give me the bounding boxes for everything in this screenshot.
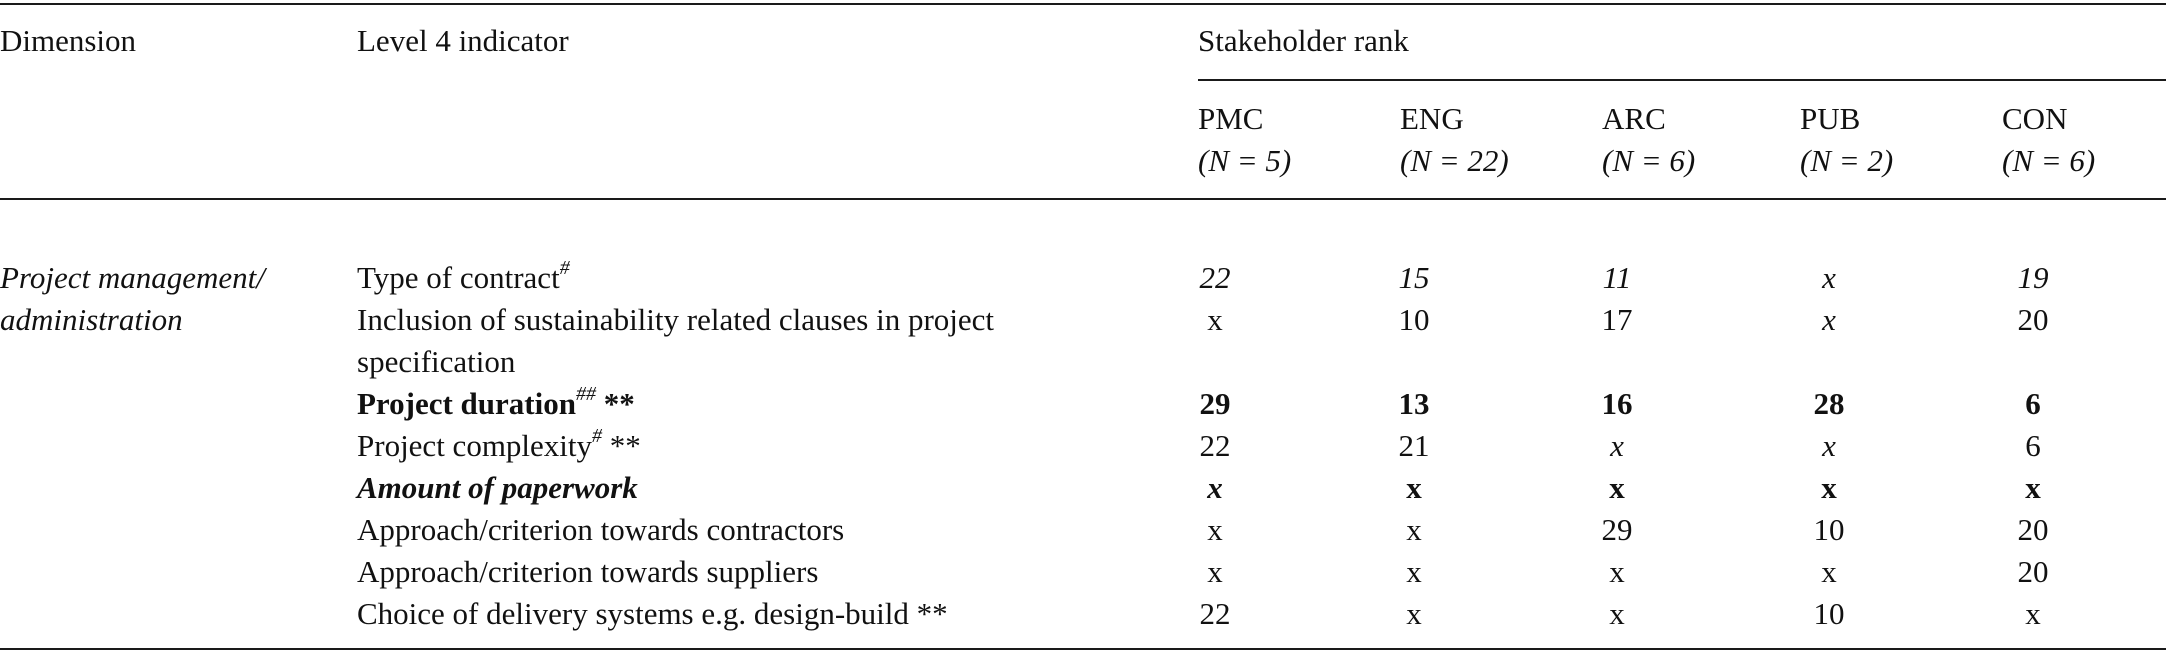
rank-cell: 20 [2017,512,2049,547]
column-header-stakeholder-rank: Stakeholder rank [1198,23,1409,58]
rank-cell: 22 [1199,428,1231,463]
rank-cell: x [1821,470,1837,505]
table-bottom-rule [0,648,2166,650]
group-n-eng: (N = 22) [1400,143,1509,178]
rank-cell: x [1406,596,1422,631]
rank-cell: 16 [1601,386,1633,421]
rank-cell: 10 [1813,512,1845,547]
group-code-pub: PUB [1800,101,1861,136]
indicator-cell [357,425,641,467]
indicator-label: Choice of delivery systems e.g. design-build [357,596,909,631]
rank-cell: 6 [2025,386,2041,421]
group-n-con: (N = 6) [2002,143,2096,178]
rank-cell: 19 [2017,260,2049,295]
rank-cell: 21 [1398,428,1430,463]
indicator-cell [357,551,818,593]
rank-cell: x [1610,428,1624,463]
indicator-significance-mark: ** [602,428,641,463]
rank-cell: x [1822,260,1836,295]
rank-cell: x [2025,596,2041,631]
rank-cell: 11 [1602,260,1632,295]
indicator-cell [357,299,994,341]
indicator-label: Inclusion of sustainability related clauses in project [357,302,995,337]
column-header-dimension: Dimension [0,23,137,58]
rank-cell: x [1609,554,1625,589]
rank-cell: x [1609,596,1625,631]
rank-cell: 28 [1813,386,1845,421]
rank-cell: 20 [2017,302,2049,337]
indicator-label: Project duration [357,386,576,421]
group-code-con: CON [2002,101,2068,136]
header-bottom-rule [0,198,2166,200]
rank-cell: x [1207,554,1223,589]
table-top-rule [0,3,2166,5]
rank-cell: x [1406,554,1422,589]
dimension-line-1: Project management/ [0,260,265,295]
column-header-indicator: Level 4 indicator [357,23,569,58]
group-code-arc: ARC [1602,101,1666,136]
rank-cell: x [1406,512,1422,547]
rank-cell: 6 [2025,428,2041,463]
indicator-cell [357,467,638,509]
indicator-footnote-mark: # [592,424,603,447]
indicator-label-continued: specification [357,344,516,379]
rank-cell: 10 [1398,302,1430,337]
rank-cell: 22 [1199,260,1231,295]
indicator-cell [357,593,948,635]
rank-cell: x [1822,428,1836,463]
indicator-label: Project complexity [357,428,593,463]
indicator-cell [357,257,570,299]
rank-cell: 17 [1601,302,1633,337]
rank-cell: x [1609,470,1625,505]
group-n-pmc: (N = 5) [1198,143,1292,178]
rank-cell: 29 [1601,512,1633,547]
rank-cell: 10 [1813,596,1845,631]
group-n-arc: (N = 6) [1602,143,1696,178]
dimension-line-2: administration [0,302,183,337]
stakeholder-rank-rule [1198,79,2166,81]
group-n-pub: (N = 2) [1800,143,1894,178]
indicator-footnote-mark: ## [575,382,596,405]
indicator-significance-mark: ** [595,386,635,421]
indicator-cell [357,509,844,551]
rank-cell: 20 [2017,554,2049,589]
indicator-footnote-mark: # [559,256,570,279]
rank-cell: x [2025,470,2041,505]
group-code-pmc: PMC [1198,101,1264,136]
rank-cell: x [1207,470,1223,505]
indicator-significance-mark: ** [908,596,948,631]
indicator-label: Approach/criterion towards suppliers [357,554,819,589]
rank-cell: x [1207,302,1223,337]
group-code-eng: ENG [1400,101,1464,136]
rank-cell: x [1821,554,1837,589]
rank-cell: x [1406,470,1422,505]
indicator-label: Approach/criterion towards contractors [357,512,845,547]
rank-cell: 13 [1398,386,1430,421]
indicator-label: Type of contract [357,260,560,295]
rank-cell: 29 [1199,386,1231,421]
rank-cell: x [1207,512,1223,547]
indicator-cell [357,383,635,425]
indicator-label: Amount of paperwork [357,470,638,505]
rank-cell: x [1822,302,1836,337]
rank-cell: 15 [1398,260,1430,295]
rank-cell: 22 [1199,596,1231,631]
